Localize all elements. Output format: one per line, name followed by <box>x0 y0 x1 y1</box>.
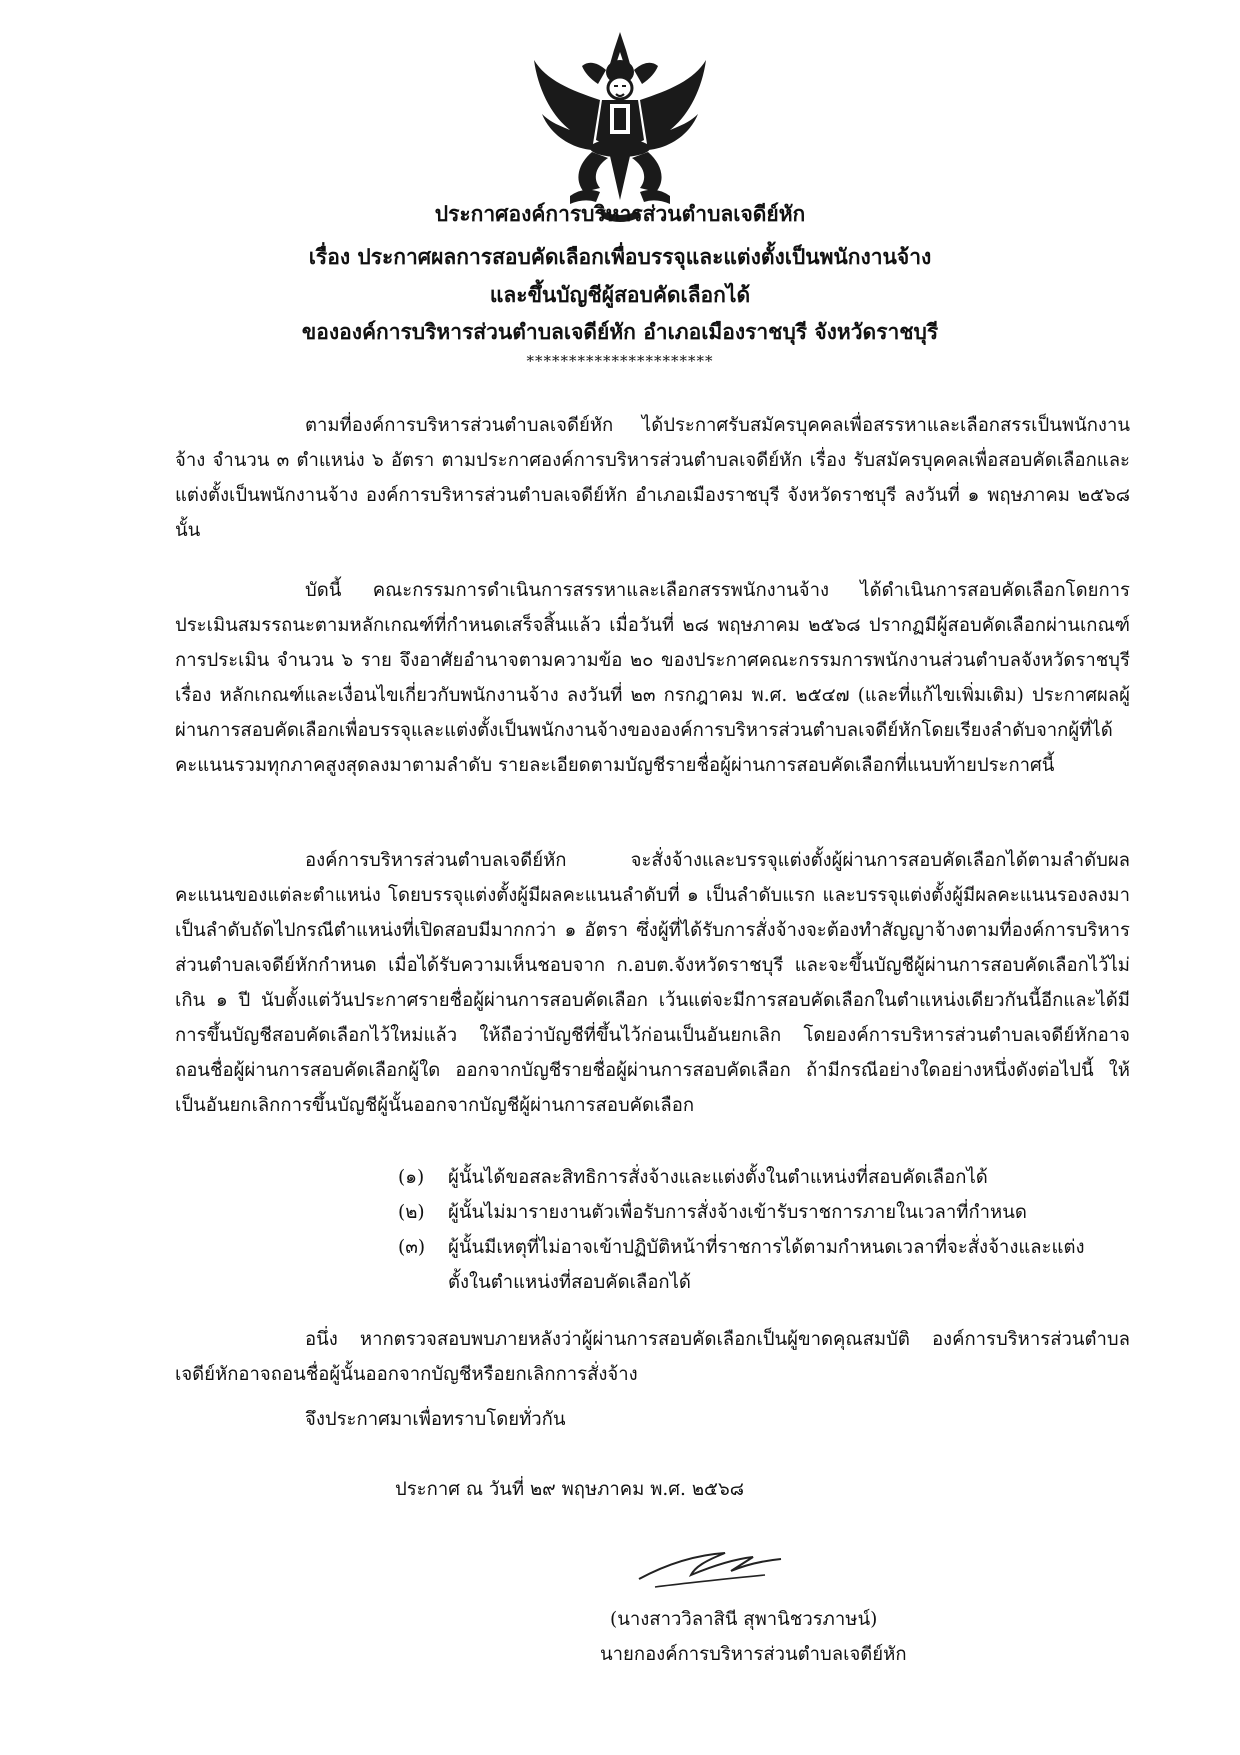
condition-list <box>398 1160 1098 1300</box>
closing-statement: จึงประกาศมาเพื่อทราบโดยทั่วกัน <box>305 1409 566 1430</box>
condition-number: (๑) <box>398 1167 425 1188</box>
paragraph-appointment: องค์การบริหารส่วนตำบลเจดีย์หัก จะสั่งจ้างและบรรจุแต่งตั้งผู้ผ่านการสอบคัดเลือกได้ตามลำดับผลคะแนนของแต่ละตำแหน่ง โดยบรรจุแต่งตั้งผู้มีผลคะแนนลำดับที่ ๑ เป็นลำดับแรก และบรรจุแต่งตั้งผู้มีผลคะแนนรองลงมาเป็นลำดับถัดไปกรณีตำแหน่งที่เปิดสอบมีมากกว่า ๑ อัตรา ซึ่งผู้ที่ได้รับการสั่งจ้างจะต้องทำสัญญาจ้างตามที่องค์การบริหารส่วนตำบลเจดีย์หักกำหนด เมื่อได้รับความเห็นชอบจาก ก.อบต.จังหวัดราชบุรี และจะขึ้นบัญชีผู้ผ่านการสอบคัดเลือกไว้ไม่เกิน ๑ ปี นับตั้งแต่วันประกาศรายชื่อผู้ผ่านการสอบคัดเลือก เว้นแต่จะมีการสอบคัดเลือกในตำแหน่งเดียวกันนี้อีกและได้มีการขึ้นบัญชีสอบคัดเลือกไว้ใหม่แล้ว ให้ถือว่าบัญชีที่ขึ้นไว้ก่อนเป็นอันยกเลิก โดยองค์การบริหารส่วนตำบลเจดีย์หักอาจถอนชื่อผู้ผ่านการสอบคัดเลือกผู้ใด ออกจากบัญชีรายชื่อผู้ผ่านการสอบคัดเลือก ถ้ามีกรณีอย่างใดอย่างหนึ่งดังต่อไปนี้ ให้เป็นอันยกเลิกการขึ้นบัญชีผู้นั้นออกจากบัญชีผู้ผ่านการสอบคัดเลือก <box>175 850 1130 1116</box>
condition-text: ผู้นั้นมีเหตุที่ไม่อาจเข้าปฏิบัติหน้าที่ราชการได้ตามกำหนดเวลาที่จะสั่งจ้างและแต่งตั้งในตำแหน่งที่สอบคัดเลือกได้ <box>448 1237 1085 1293</box>
paragraph-results: บัดนี้ คณะกรรมการดำเนินการสรรหาและเลือกสรรพนักงานจ้าง ได้ดำเนินการสอบคัดเลือกโดยการประเมินสมรรถนะตามหลักเกณฑ์ที่กำหนดเสร็จสิ้นแล้ว เมื่อวันที่ ๒๘ พฤษภาคม ๒๕๖๘ ปรากฏมีผู้สอบคัดเลือกผ่านเกณฑ์การประเมิน จำนวน ๖ ราย จึงอาศัยอำนาจตามความข้อ ๒๐ ของประกาศคณะกรรมการพนักงานส่วนตำบลจังหวัดราชบุรี เรื่อง หลักเกณฑ์และเงื่อนไขเกี่ยวกับพนักงานจ้าง ลงวันที่ ๒๓ กรกฎาคม พ.ศ. ๒๕๔๗ (และที่แก้ไขเพิ่มเติม) ประกาศผลผู้ผ่านการสอบคัดเลือกเพื่อบรรจุและแต่งตั้งเป็นพนักงานจ้างขององค์การบริหารส่วนตำบลเจดีย์หักโดยเรียงลำดับจากผู้ที่ได้คะแนนรวมทุกภาคสูงสุดลงมาตามลำดับ รายละเอียดตามบัญชีรายชื่อผู้ผ่านการสอบคัดเลือกที่แนบท้ายประกาศนี้ <box>175 580 1130 776</box>
subject-line: เรื่อง ประกาศผลการสอบคัดเลือกเพื่อบรรจุและแต่งตั้งเป็นพนักงานจ้าง <box>308 245 932 269</box>
handwritten-signature <box>635 1535 785 1595</box>
condition-item <box>398 1160 1098 1195</box>
condition-item <box>398 1230 1098 1300</box>
condition-text: ผู้นั้นได้ขอสละสิทธิการสั่งจ้างและแต่งตั้งในตำแหน่งที่สอบคัดเลือกได้ <box>448 1167 988 1188</box>
condition-number: (๓) <box>398 1237 426 1258</box>
condition-number: (๒) <box>398 1202 425 1223</box>
signatory-position: นายกองค์การบริหารส่วนตำบลเจดีย์หัก <box>600 1644 907 1665</box>
signatory-name: (นางสาววิลาสินี สุพานิชวรภาษน์) <box>610 1609 878 1630</box>
paragraph-disqualification: อนึ่ง หากตรวจสอบพบภายหลังว่าผู้ผ่านการสอบคัดเลือกเป็นผู้ขาดคุณสมบัติ องค์การบริหารส่วนตำบลเจดีย์หักอาจถอนชื่อผู้นั้นออกจากบัญชีหรือยกเลิกการสั่งจ้าง <box>175 1329 1130 1385</box>
paragraph-background: ตามที่องค์การบริหารส่วนตำบลเจดีย์หัก ได้ประกาศรับสมัครบุคคลเพื่อสรรหาและเลือกสรรเป็นพนักงานจ้าง จำนวน ๓ ตำแหน่ง ๖ อัตรา ตามประกาศองค์การบริหารส่วนตำบลเจดีย์หัก เรื่อง รับสมัครบุคคลเพื่อสอบคัดเลือกและแต่งตั้งเป็นพนักงานจ้าง องค์การบริหารส่วนตำบลเจดีย์หัก อำเภอเมืองราชบุรี จังหวัดราชบุรี ลงวันที่ ๑ พฤษภาคม ๒๕๖๘ นั้น <box>175 415 1130 541</box>
garuda-emblem <box>530 30 710 225</box>
organization-line: ขององค์การบริหารส่วนตำบลเจดีย์หัก อำเภอเมืองราชบุรี จังหวัดราชบุรี <box>301 320 939 344</box>
subject-line-continued: และขึ้นบัญชีผู้สอบคัดเลือกได้ <box>489 283 751 307</box>
announcement-date: ประกาศ ณ วันที่ ๒๙ พฤษภาคม พ.ศ. ๒๕๖๘ <box>395 1479 745 1500</box>
separator: ********************** <box>526 352 714 370</box>
announcement-title: ประกาศองค์การบริหารส่วนตำบลเจดีย์หัก <box>434 202 806 226</box>
condition-text: ผู้นั้นไม่มารายงานตัวเพื่อรับการสั่งจ้างเข้ารับราชการภายในเวลาที่กำหนด <box>448 1202 1027 1223</box>
condition-item <box>398 1195 1098 1230</box>
